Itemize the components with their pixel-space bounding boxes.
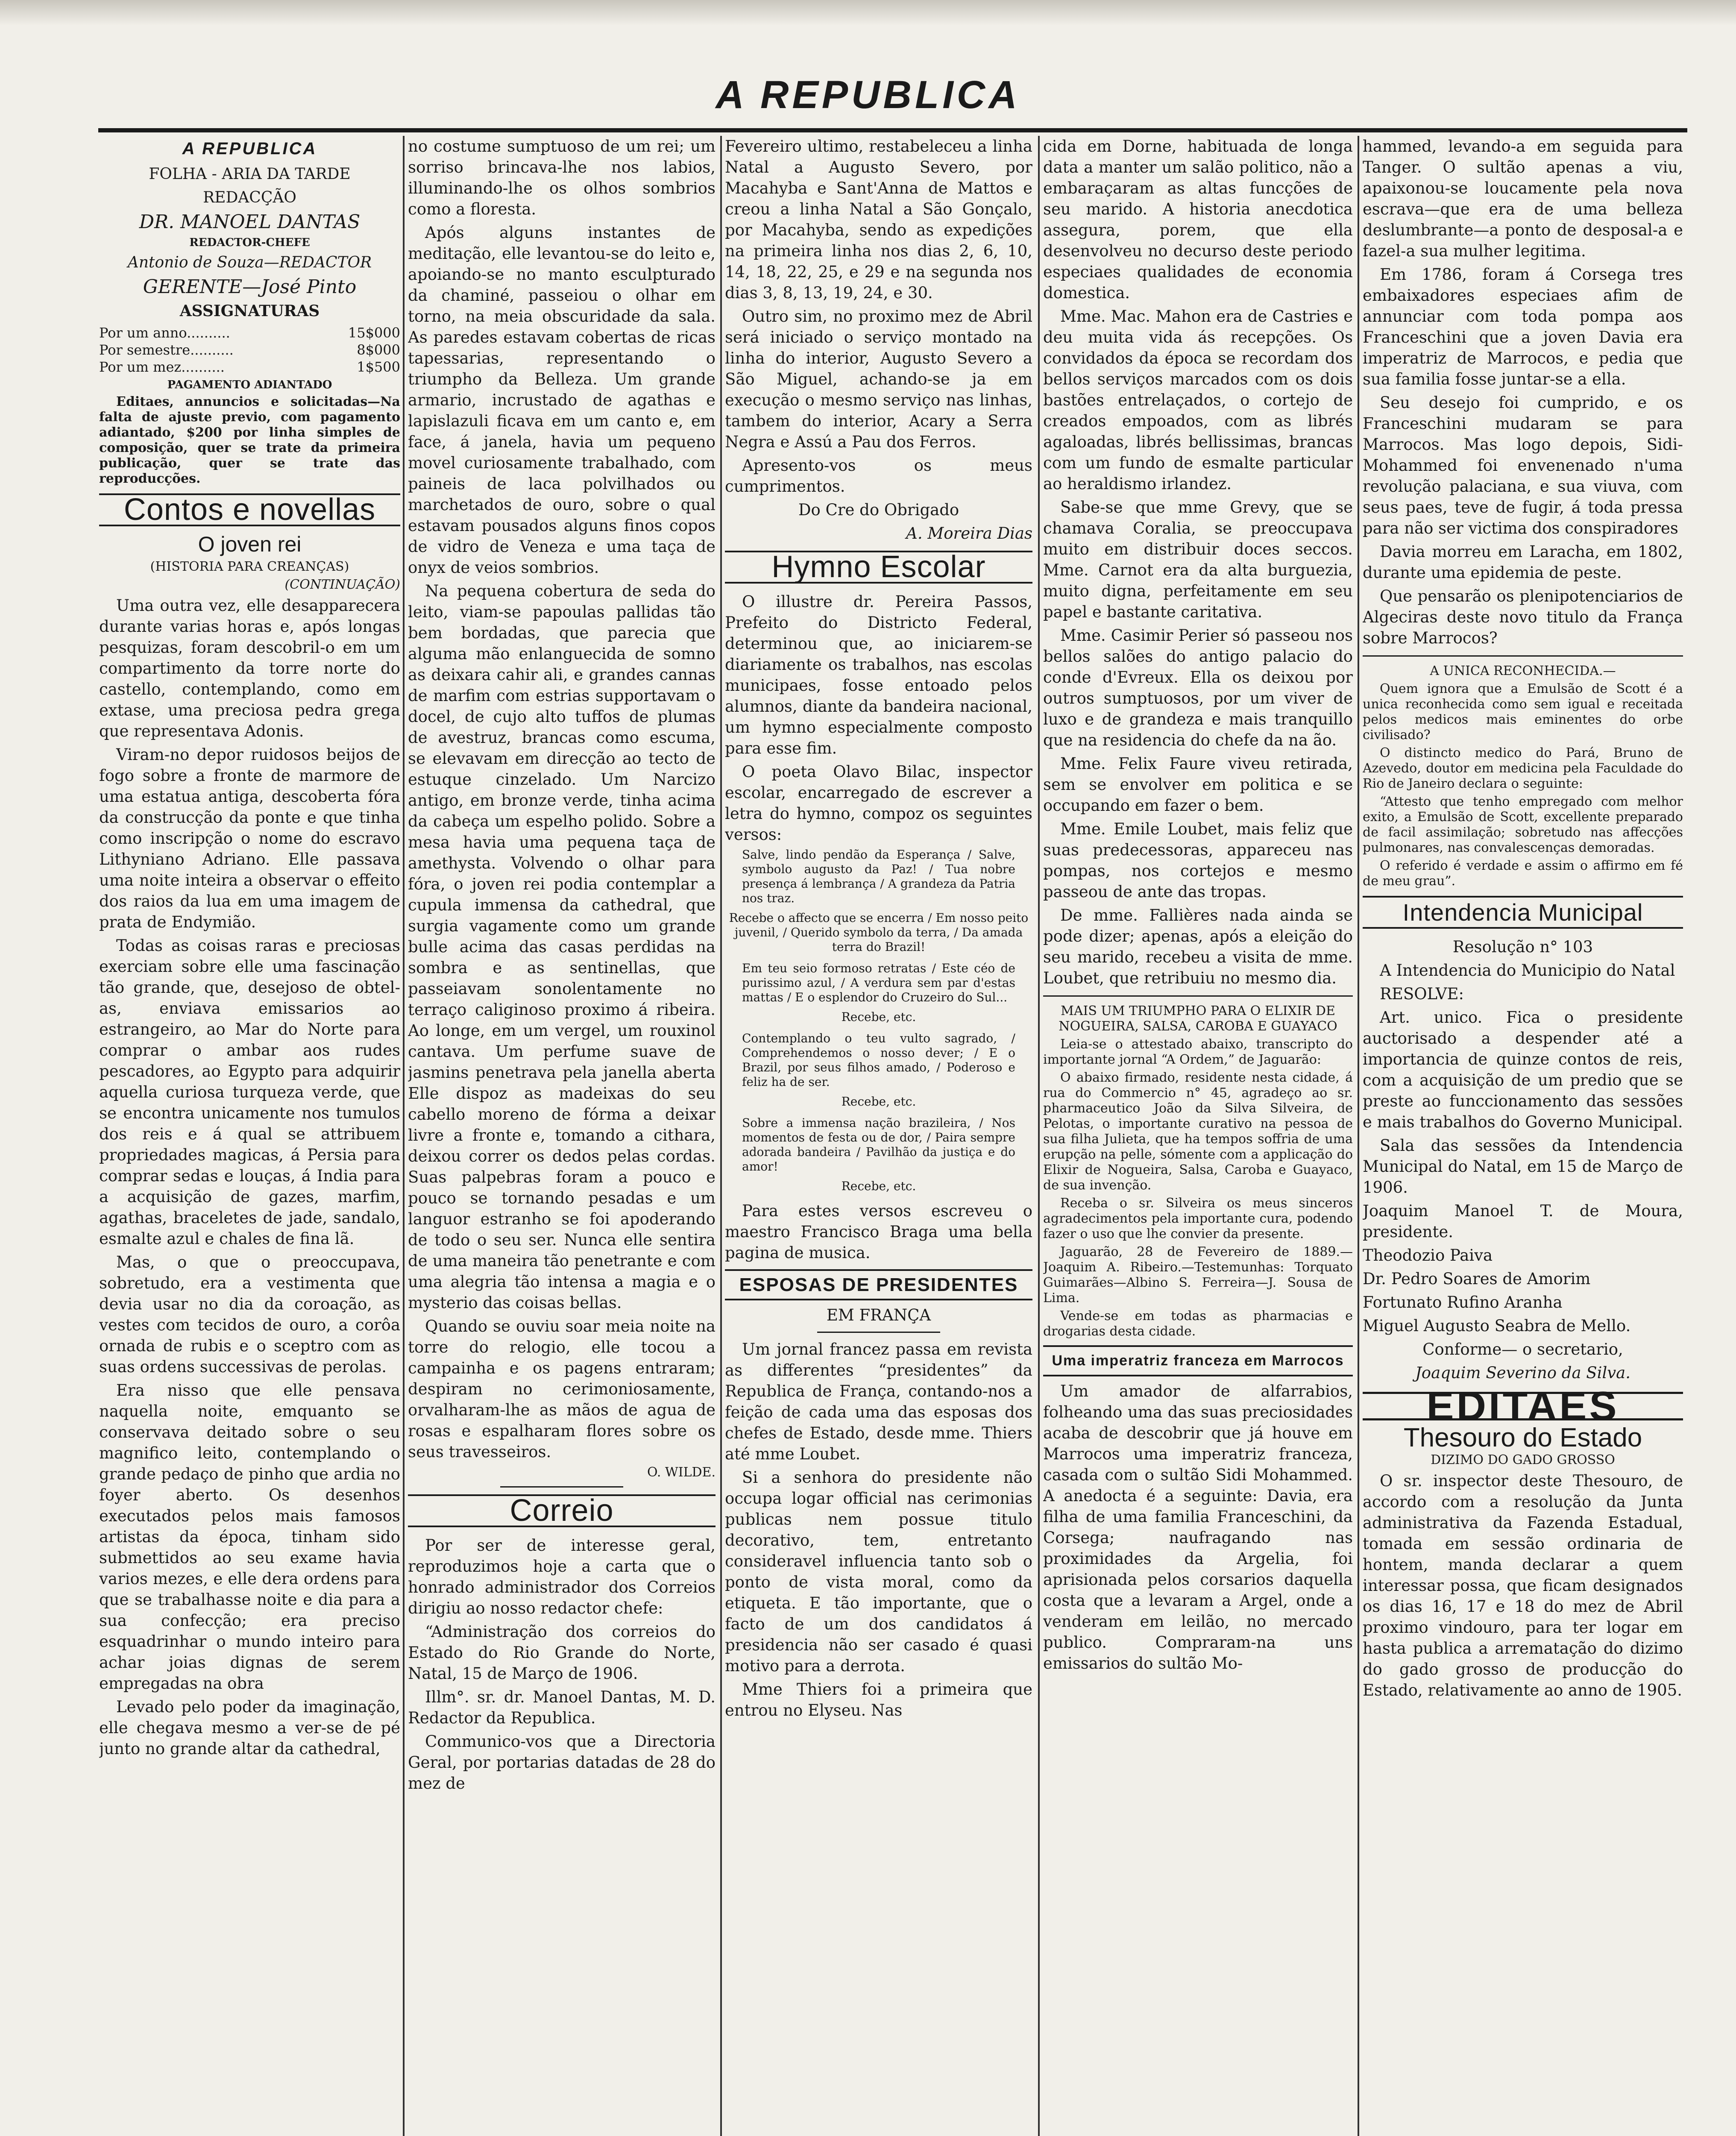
paragraph: Mme. Felix Faure viveu retirada, sem se envolver em politica e se occupando em fazer o bem.: [1043, 754, 1353, 815]
poem-refrain: Recebe, etc.: [841, 1179, 916, 1193]
divider: [817, 1332, 940, 1333]
paragraph: Por ser de interesse geral, reproduzimos hoje a carta que o honrado administrador dos Correios dirigiu ao nosso redactor chefe:: [408, 1536, 716, 1617]
paragraph: Jaguarão, 28 de Fevereiro de 1889.—Joaquim A. Ribeiro.—Testemunhas: Torquato Guimarães—Albino S. Ferreira—J. Sousa de Lima.: [1043, 1244, 1353, 1306]
price-row: [99, 341, 400, 358]
paragraph: O distincto medico do Pará, Bruno de Azevedo, doutor em medicina pela Faculdade do Rio de Janeiro declara o seguinte:: [1363, 745, 1683, 791]
column-divider: [720, 136, 722, 2136]
paragraph: Um amador de alfarrabios, folheando uma das suas preciosidades acaba de descobrir que já houve em Marrocos uma imperatriz franceza, casada com o sultão Sidi Mohammed. A anedocta é a seguinte: Davia, era filha de uma familia Franceschini, da Corsega; naufragando nas proximidades da Argelia, foi aprisionada pelos corsarios daquella costa que a levaram a Argel, onde a venderam em leilão, no mercado publico. Compraram-na uns emissarios do sultão Mo-: [1043, 1382, 1353, 1672]
reconhecida-title: A UNICA RECONHECIDA.—: [1430, 663, 1616, 678]
paragraph: Fevereiro ultimo, restabeleceu a linha Natal a Augusto Severo, por Macahyba e Sant'Anna de Mattos e creou a linha Natal a São Gonçalo, por Macahyba, sendo as expedições na primeira linha nos dias 2, 6, 10, 14, 18, 22, 25, e 29 e na segunda nos dias 3, 8, 13, 19, 24, e 30.: [725, 137, 1032, 302]
divider: [500, 1486, 623, 1488]
director-role: REDACTOR-CHEFE: [189, 236, 310, 249]
correio-title: Correio: [408, 1494, 716, 1527]
column-divider: [403, 136, 405, 2136]
price-row: [99, 324, 400, 341]
paragraph: Seu desejo foi cumprido, e os Franceschini mudaram se para Marrocos. Mas logo depois, Sidi-Mohammed foi envenenado n'uma revolução palaciana, e sua viuva, com seus paes, teve de fugir, á toda pressa para não ser victima dos conspiradores: [1363, 393, 1683, 537]
paragraph: Quem ignora que a Emulsão de Scott é a unica reconhecida como sem igual e receitada pelos medicos mais eminentes do orbe civilisado?: [1363, 681, 1683, 742]
paragraph: O abaixo firmado, residente nesta cidade, á rua do Commercio n° 45, agradeço ao sr. pharmaceutico João da Silva Silveira, de Pelotas, o importante curativo na pessoa de sua filha Julieta, que ha tempos soffria de uma erupção na pelle, sómente com a applicação do Elixir de Nogueira, Salsa, Caroba e Guayaco, de sua invenção.: [1043, 1070, 1353, 1193]
paragraph: Receba o sr. Silveira os meus sinceros agradecimentos pela importante cura, podendo fazer o uso que lhe convier da presente.: [1043, 1196, 1353, 1241]
poem-stanza: Salve, lindo pendão da Esperança / Salve, symbolo augusto da Paz! / Tua nobre presença á lembrança / A grandeza da Patria nos traz.: [742, 848, 1015, 905]
price-value: 8$000: [357, 342, 400, 358]
poem-stanza: Em teu seio formoso retratas / Este céo de purissimo azul, / A verdura sem par d'estas mattas / E o esplendor do Cruzeiro do Sul...: [742, 961, 1015, 1004]
paragraph: Mme Thiers foi a primeira que entrou no Elyseu. Nas: [725, 1680, 1032, 1719]
paragraph: Na pequena cobertura de seda do leito, viam-se papoulas pallidas tão bem bordadas, que parecia que alguma mão enlanguecida de somno as deixara cahir ali, e grandes cannas de marfim com estrias supportavam o docel, de cujo alto tuffos de plumas de avestruz, brancas como escuma, se elevavam em direcção ao tecto de estuque cinzelado. Um Narcizo antigo, em bronze verde, tinha acima da cabeça um espelho polido. Sobre a mesa havia uma pequena taça de amethysta. Volvendo o olhar para fóra, o joven rei podia contemplar a cupula immensa da cathedral, que surgia vagamente como um grande bulle acima das casas perdidas na sombra e as sentinellas, que passeiavam sonolentamente no terraço caliginoso proximo á ribeira. Ao longe, em um vergel, um rouxinol cantava. Um perfume suave de jasmins penetrava pela janella aberta Elle dispoz as madeixas do seu cabello moreno de fórma a deixar livre a fronte e, tomando a cithara, deixou correr os dedos pelas cordas. Suas palpebras foram a pouco e pouco se tornando pesadas e um languor estranho se foi apoderando de todo o seu ser. Nunca elle sentira de uma maneira tão penetrante e com uma alegria tão intensa a magia e o mysterio das coisas bellas.: [408, 582, 716, 1312]
column-2: [408, 136, 716, 2136]
pagamento-label: PAGAMENTO ADIANTADO: [167, 378, 332, 391]
paragraph: Para estes versos escreveu o maestro Francisco Braga uma bella pagina de musica.: [725, 1202, 1032, 1262]
column-divider: [1358, 136, 1359, 2136]
paragraph: De mme. Fallières nada ainda se pode dizer; apenas, após a eleição do seu marido, recebeu a visita de mme. Loubet, que retribuiu no mesmo dia.: [1043, 906, 1353, 987]
triumpho-intro: Leia-se o attestado abaixo, transcripto do importante jornal “A Ordem,” de Jaguarão:: [1043, 1037, 1353, 1067]
paragraph: Davia morreu em Laracha, em 1802, durante uma epidemia de peste.: [1363, 543, 1683, 582]
editaes-note: Editaes, annuncios e solicitadas—Na falta de ajuste previo, com pagamento adiantado, $200 por linha simples de composição, quer se trate da primeira publicação, quer se trate das reproducções.: [99, 394, 400, 486]
dizimo-label: DIZIMO DO GADO GROSSO: [1431, 1452, 1615, 1467]
signatory: Joaquim Manoel T. de Moura, presidente.: [1363, 1202, 1683, 1241]
price-row: [99, 358, 400, 376]
paragraph: Quando se ouviu soar meia noite na torre do relogio, elle tocou a campainha e os pagens entraram; despiram no cerimoniosamente, orvalharam-lhe as mãos de agua de rosas e espalharam flores sobre os seus travesseiros.: [408, 1317, 716, 1461]
paragraph: Apresento-vos os meus cumprimentos.: [725, 456, 1032, 496]
hymno-title: Hymno Escolar: [725, 551, 1032, 584]
poem-stanza: Contemplando o teu vulto sagrado, / Comprehendemos o nosso dever; / E o Brazil, por seus filhos amado, / Poderoso e feliz ha de ser.: [742, 1031, 1015, 1089]
paragraph: cida em Dorne, habituada de longa data a manter um salão politico, não a embaraçaram as altas funcções de seu marido. A historia anecdotica assegura, porem, que ella desenvolveu no decurso deste periodo especiaes qualidades de economia domestica.: [1043, 137, 1353, 302]
section-title: Contos e novellas: [99, 493, 400, 526]
paragraph: “Administração dos correios do Estado do Rio Grande do Norte, Natal, 15 de Março de 1906.: [408, 1623, 716, 1683]
divider: [1363, 655, 1683, 657]
paragraph: Mme. Casimir Perier só passeou nos bellos salões do antigo palacio do conde d'Evreux. Ella os deixou por outros sumptuosos, por um viver de luxo e de grandeza e mais tranquillo que na residencia do chefe da na ão.: [1043, 626, 1353, 749]
resolucao-label: Resolução n° 103: [1452, 938, 1593, 956]
conforme-label: Conforme— o secretario,: [1422, 1340, 1623, 1358]
signatory: Miguel Augusto Seabra de Mello.: [1363, 1317, 1631, 1335]
signatory: Dr. Pedro Soares de Amorim: [1363, 1270, 1591, 1288]
paragraph: Após alguns instantes de meditação, elle levantou-se do leito e, apoiando-se no manto esculpturado da chaminé, passeiou o olhar em torno, na meia obscuridade da sala. As paredes estavam cobertas de ricas tapessarias, representando o triumpho da Belleza. Um grande armario, incrustado de agathas e lapislazuli ficava em um canto e, em face, á janela, havia um pequeno movel curiosamente trabalhado, com paineis de laca polvilhados ou marchetados de ouro, sobre o qual estavam pousados alguns finos copos de vidro de Veneza e uma taça de onyx de veios sombrios.: [408, 223, 716, 577]
secretario-name: Joaquim Severino da Silva.: [1415, 1364, 1631, 1382]
paragraph: Vende-se em todas as pharmacias e drogarias desta cidade.: [1043, 1309, 1353, 1339]
paragraph: Todas as coisas raras e preciosas exerciam sobre elle uma fascinação tão grande, que, desejoso de obtel-as, enviava emissarios ao estrangeiro, ao Mar do Norte para comprar o ambar aos rudes pescadores, ao Egypto para adquirir aquella curiosa turqueza verde, que se encontra unicamente nos tumulos dos reis e á qual se attribuem propriedades magicas, á Persia para comprar sedas e louças, á India para a acquisição de gazes, marfim, agathas, braceletes de jade, sandalo, esmalte azul e chales de fina lã.: [99, 936, 400, 1248]
divider: [1043, 995, 1353, 997]
column-divider: [1038, 136, 1040, 2136]
story-title: O joven rei: [198, 532, 302, 556]
column-5: [1363, 136, 1683, 2136]
price-label: Por semestre..........: [99, 342, 234, 358]
column-4: [1043, 136, 1353, 2136]
paragraph: Era nisso que elle pensava naquella noite, emquanto se conservava deitado sobre o seu magnifico leito, contemplando o grande pedaço de pinho que ardia no foyer aberto. Os desenhos executados pelos mais famosos artistas da época, tinham sido submettidos ao seu exame havia varios mezes, e elle dera ordens para que se trabalhasse noite e dia para a sua confecção; era preciso esquadrinhar o mundo inteiro para achar joias dignas de serem empregadas na obra: [99, 1381, 400, 1693]
paper-name: A REPUBLICA: [182, 139, 317, 158]
paragraph: Que pensarão os plenipotenciarios de Algeciras deste novo titulo da França sobre Marrocos?: [1363, 587, 1683, 647]
assignaturas-label: ASSIGNATURAS: [179, 302, 320, 320]
paragraph: Mas, o que o preoccupava, sobretudo, era a vestimenta que devia usar no dia da coroação, as vestes com tecidos de ouro, a corôa ornada de rubis e o sceptro com as suas ordens successivas de perolas.: [99, 1253, 400, 1376]
paragraph: Sala das sessões da Intendencia Municipal do Natal, em 15 de Março de 1906.: [1363, 1136, 1683, 1197]
story-subtitle: (HISTORIA PARA CREANÇAS): [150, 559, 349, 574]
price-value: 1$500: [357, 359, 400, 375]
signatory: Theodozio Paiva: [1363, 1246, 1493, 1265]
paragraph: hammed, levando-a em seguida para Tanger. O sultão apenas a viu, apaixonou-se loucamente pela nova escrava—que era de uma belleza deslumbrante—a ponto de desposal-a e fazel-a sua mulher legitima.: [1363, 137, 1683, 260]
price-label: Por um anno..........: [99, 325, 230, 341]
paragraph: O referido é verdade e assim o affirmo em fé de meu grau”.: [1363, 858, 1683, 889]
paragraph: Viram-no depor ruidosos beijos de fogo sobre a fronte de marmore de uma estatua antiga, descoberta fóra da construcção da ponte e que tinha como inscripção o nome do escravo Lithyniano Adriano. Elle passava uma noite inteira a observar o effeito dos raios da lua em uma imagem de prata de Endymião.: [99, 745, 400, 931]
poem-refrain: Recebe, etc.: [841, 1010, 916, 1024]
paragraph: O sr. inspector deste Thesouro, de accordo com a resolução da Junta administrativa da Fazenda Estadual, tomada em sessão ordinaria de hontem, manda declarar a quem interessar possa, que ficam designados os dias 16, 17 e 18 do mez de Abril proximo vindouro, para ter logar em hasta publica a arrematação do dizimo do gado grosso de producção do Estado, relativamente ao anno de 1905.: [1363, 1472, 1683, 1699]
resolve-label: RESOLVE:: [1380, 985, 1464, 1003]
column-1: [99, 136, 400, 2136]
paragraph: Mme. Emile Loubet, mais feliz que suas predecessoras, appareceu nas pompas, nos cortejos e mesmo passeou de ante das tropas.: [1043, 820, 1353, 901]
esposas-title: ESPOSAS DE PRESIDENTES: [725, 1269, 1032, 1300]
continuacao-label: (CONTINUAÇÃO): [284, 577, 400, 592]
paragraph: Art. unico. Fica o presidente auctorisado a despender até a importancia de quinze contos de reis, com a acquisição de um predio que se preste ao funccionamento das sessões e mais trabalhos do Governo Municipal.: [1363, 1008, 1683, 1131]
signoff-name: A. Moreira Dias: [906, 524, 1032, 543]
triumpho-title: MAIS UM TRIUMPHO PARA O ELIXIR DE NOGUEIRA, SALSA, CAROBA E GUAYACO: [1059, 1003, 1337, 1034]
paragraph: O illustre dr. Pereira Passos, Prefeito do Districto Federal, determinou que, ao iniciarem-se diariamente os trabalhos, nas escolas municipaes, fosse entoado pelos alumnos, diante da bandeira nacional, um hymno especialmente composto para esse fim.: [725, 593, 1032, 757]
paragraph: Mme. Mac. Mahon era de Castries e deu muita vida ás recepções. Os convidados da época se recordam dos bellos serviços marcados com os dois bastões entrelaçados, o cortejo de creados empoados, com as librés agaloadas, librés bellissimas, brancas com um fundo de esmalte particular ao heraldismo irlandez.: [1043, 307, 1353, 493]
poem-chorus: Recebe o affecto que se encerra / Em nosso peito juvenil, / Querido symbolo da terra, / Da amada terra do Brazil!: [729, 911, 1029, 954]
editaes-title: EDITAES: [1363, 1392, 1683, 1420]
paragraph: Outro sim, no proximo mez de Abril será iniciado o serviço montado na linha do interior, Augusto Severo a São Miguel, achando-se ja em execução o mesmo serviço nas linhas, tambem do interior, Acary a Serra Negra e Assú a Pau dos Ferros.: [725, 307, 1032, 451]
paragraph: no costume sumptuoso de um rei; um sorriso brincava-lhe nos labios, illuminando-lhe os olhos sombrios como a floresta.: [408, 137, 716, 218]
paragraph: Communico-vos que a Directoria Geral, por portarias datadas de 28 do mez de: [408, 1732, 716, 1793]
paragraph: Em 1786, foram á Corsega tres embaixadores especiaes afim de annunciar com toda pompa aos Franceschini que a joven Davia era imperatriz de Marrocos, e pedia que sua familia fosse juntar-se a ella.: [1363, 265, 1683, 388]
paragraph: Sabe-se que mme Grevy, que se chamava Coralia, se preoccupava muito em distribuir doces seccos. Mme. Carnot era da alta burguezia, muito digna, perfeitamente em seu papel e bastante caritativa.: [1043, 498, 1353, 621]
signoff: Do Cre do Obrigado: [798, 501, 959, 519]
imperatriz-title: Uma imperatriz franceza em Marrocos: [1043, 1345, 1353, 1376]
redactor-line: Antonio de Souza—REDACTOR: [127, 254, 372, 271]
paragraph: Si a senhora do presidente não occupa logar official nas cerimonias publicas nem possue titulo decorativo, tem, entretanto consideravel influencia tanto sob o ponto de vista moral, como da etiqueta. E tão importante, que o facto de um dos candidatos á presidencia não ser casado é quasi motivo para a derrota.: [725, 1468, 1032, 1675]
scan-edge: [0, 0, 1736, 26]
paragraph: Illm°. sr. dr. Manoel Dantas, M. D. Redactor da Republica.: [408, 1688, 716, 1727]
gerente-line: GERENTE—José Pinto: [143, 276, 357, 298]
intendencia-title: Intendencia Municipal: [1363, 896, 1683, 929]
paragraph: Uma outra vez, elle desapparecera durante varias horas e, após longas pesquizas, foram descobril-o em um compartimento da torre norte do castello, contemplando, como em extase, uma preciosa pedra grega que representava Adonis.: [99, 596, 400, 740]
masthead: A REPUBLICA: [716, 73, 1020, 117]
folha-line: FOLHA - ARIA DA TARDE: [149, 165, 351, 183]
price-label: Por um mez..........: [99, 359, 225, 375]
poem-refrain: Recebe, etc.: [841, 1094, 916, 1109]
paragraph: Levado pelo poder da imaginação, elle chegava mesmo a ver-se de pé junto no grande altar da cathedral,: [99, 1698, 400, 1758]
poem-stanza: Sobre a immensa nação brazileira, / Nos momentos de festa ou de dor, / Paira sempre adorada bandeira / Pavilhão da justiça e do amor!: [742, 1116, 1015, 1174]
price-value: 15$000: [348, 325, 400, 341]
column-3: [725, 136, 1032, 2136]
paragraph: A Intendencia do Municipio do Natal: [1380, 961, 1675, 980]
author-signature: O. WILDE.: [647, 1465, 716, 1480]
em-franca-label: EM FRANÇA: [826, 1306, 931, 1324]
signatory: Fortunato Rufino Aranha: [1363, 1293, 1563, 1312]
paragraph: O poeta Olavo Bilac, inspector escolar, encarregado de escrever a letra do hymno, compoz os seguintes versos:: [725, 763, 1032, 844]
masthead-rule: [98, 128, 1687, 132]
paragraph: “Attesto que tenho empregado com melhor exito, a Emulsão de Scott, excellente preparado de facil assimilação; sobretudo nas affecções pulmonares, nas convalescenças demoradas.: [1363, 794, 1683, 855]
paragraph: Um jornal francez passa em revista as differentes “presidentes” da Republica de França, contando-nos a feição de cada uma das esposas dos chefes de Estado, desde mme. Thiers até mme Loubet.: [725, 1340, 1032, 1463]
redaccao-label: REDACÇÃO: [203, 189, 296, 206]
director-name: DR. MANOEL DANTAS: [139, 211, 361, 233]
thesouro-title: Thesouro do Estado: [1403, 1423, 1642, 1452]
